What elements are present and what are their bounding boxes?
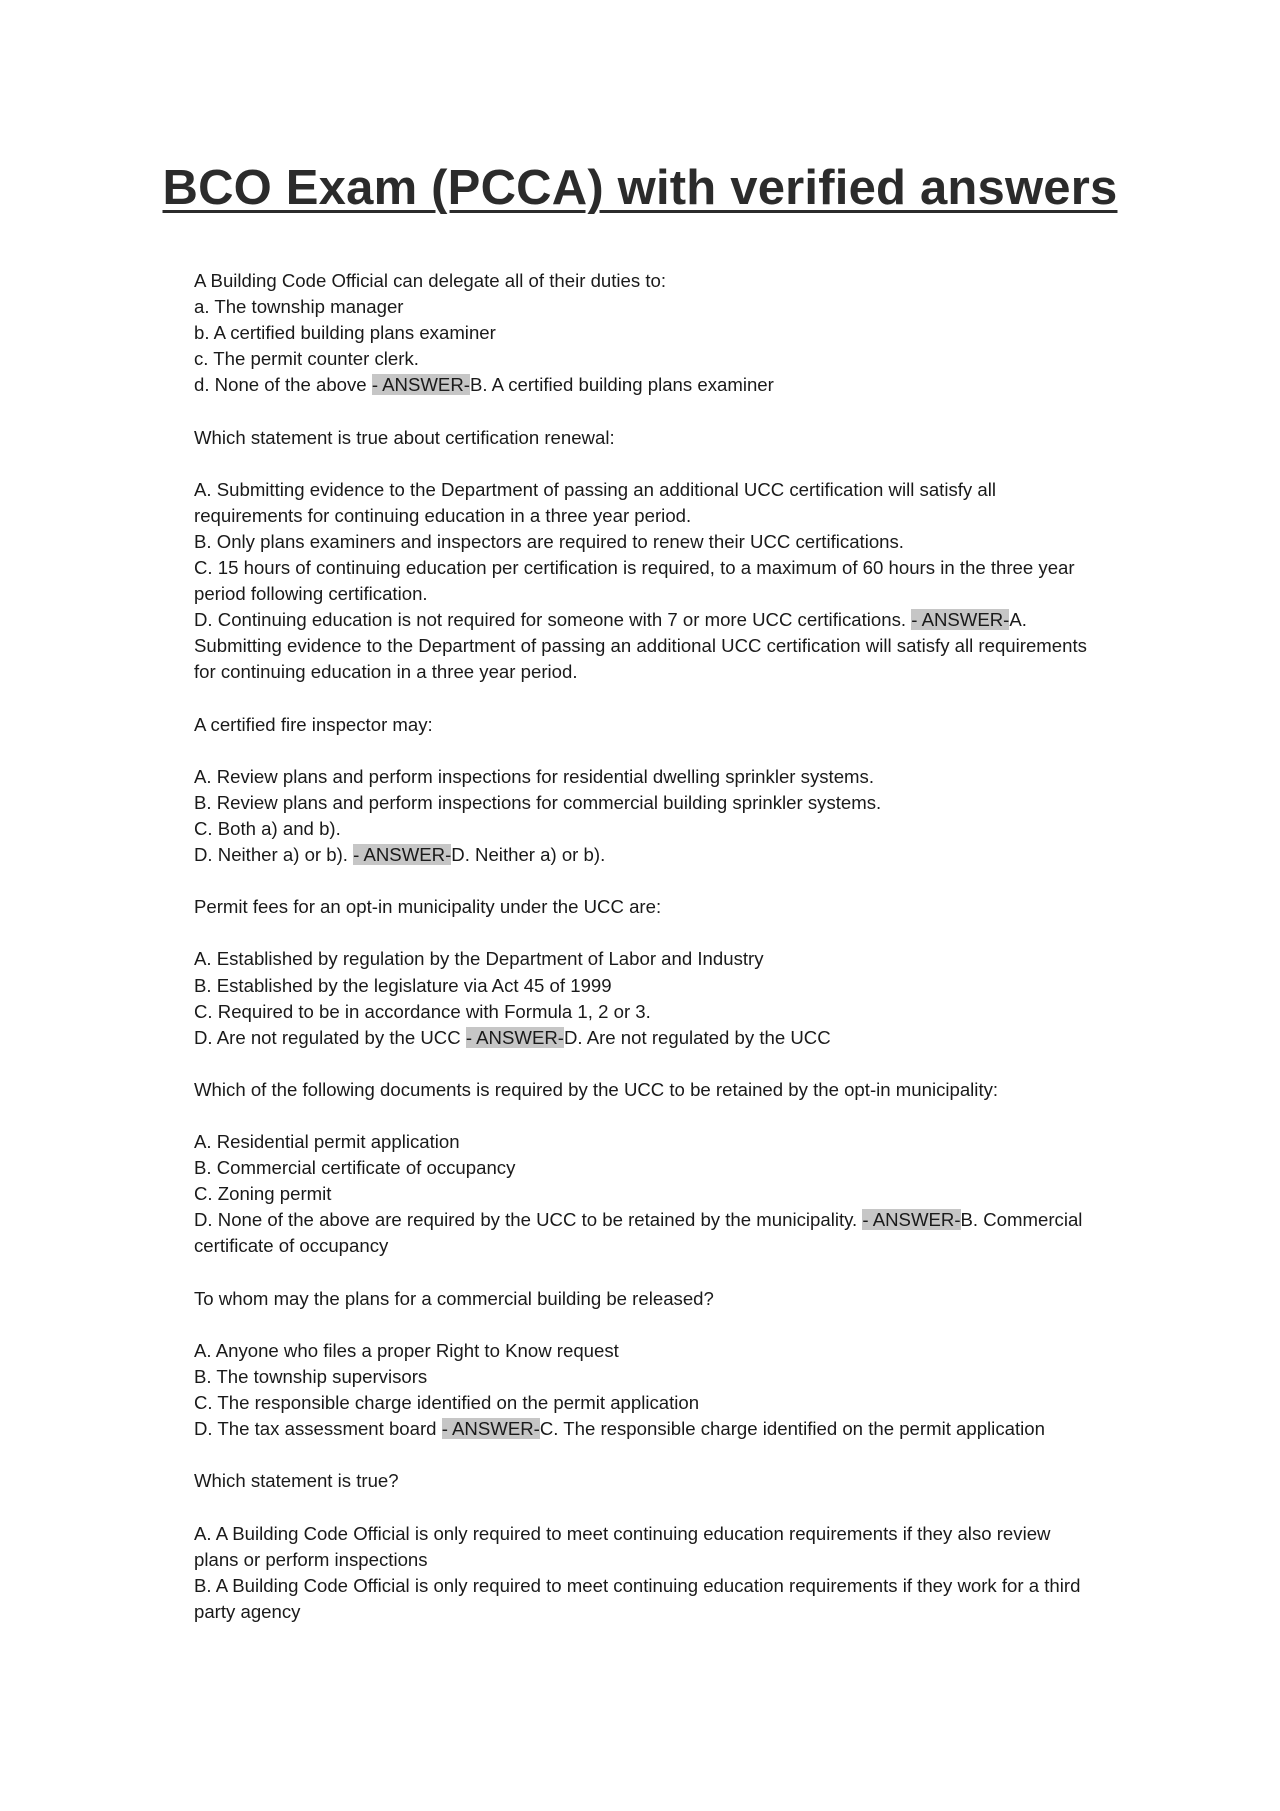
option-c: C. 15 hours of continuing education per certification is required, to a maximum of 60 hours in the three year period following certification. [194, 557, 1075, 605]
question-text: Which statement is true about certification renewal: [194, 426, 615, 448]
option-d: D. Neither a) or b). [194, 844, 354, 866]
question-block-4 [194, 894, 1094, 1051]
option-b: B. Commercial certificate of occupancy [194, 1157, 516, 1179]
question-text: To whom may the plans for a commercial building be released? [194, 1287, 714, 1309]
option-d: D. None of the above are required by the UCC to be retained by the municipality. [194, 1209, 863, 1231]
document-body [194, 268, 1094, 1625]
option-b: B. Established by the legislature via Act 45 of 1999 [194, 974, 612, 996]
answer-marker: - ANSWER- [353, 844, 452, 866]
option-a: a. The township manager [194, 296, 404, 318]
option-d: D. The tax assessment board [194, 1418, 442, 1440]
option-d-with-answer [194, 842, 1094, 868]
answer-text: D. Are not regulated by the UCC [563, 1026, 831, 1048]
answer-marker: - ANSWER- [911, 609, 1010, 631]
question-block-3 [194, 712, 1094, 869]
answer-text: B. A certified building plans examiner [469, 374, 774, 396]
option-d-with-answer [194, 1025, 1094, 1051]
question-text: Which of the following documents is required by the UCC to be retained by the opt-in municipality: [194, 1078, 999, 1100]
answer-marker: - ANSWER- [441, 1418, 540, 1440]
option-d-with-answer [194, 1207, 1094, 1259]
option-b: B. Only plans examiners and inspectors are required to renew their UCC certifications. [194, 530, 904, 552]
document-title: BCO Exam (PCCA) with verified answers [162, 161, 1118, 215]
option-c: c. The permit counter clerk. [194, 348, 419, 370]
question-text: Permit fees for an opt-in municipality under the UCC are: [194, 896, 662, 918]
option-a: A. Residential permit application [194, 1131, 460, 1153]
option-c: C. Required to be in accordance with Formula 1, 2 or 3. [194, 1000, 651, 1022]
answer-marker: - ANSWER- [862, 1209, 961, 1231]
option-b: B. A Building Code Official is only required to meet continuing education requirements if they work for a third party agency [194, 1574, 1081, 1622]
option-b: B. Review plans and perform inspections for commercial building sprinkler systems. [194, 791, 882, 813]
option-b: b. A certified building plans examiner [194, 322, 496, 344]
answer-marker: - ANSWER- [465, 1026, 564, 1048]
answer-marker: - ANSWER- [371, 374, 470, 396]
answer-text: D. Neither a) or b). [451, 844, 606, 866]
question-block-5 [194, 1077, 1094, 1260]
option-d: D. Continuing education is not required for someone with 7 or more UCC certifications. [194, 609, 912, 631]
question-text: A certified fire inspector may: [194, 713, 433, 735]
question-block-2 [194, 425, 1094, 686]
option-d-with-answer [194, 1416, 1094, 1442]
option-b: B. The township supervisors [194, 1365, 428, 1387]
option-a: A. Review plans and perform inspections for residential dwelling sprinkler systems. [194, 765, 874, 787]
question-block-1 [194, 268, 1094, 398]
option-d: D. Are not regulated by the UCC [194, 1026, 466, 1048]
question-text: Which statement is true? [194, 1470, 399, 1492]
option-a: A. Established by regulation by the Department of Labor and Industry [194, 948, 764, 970]
option-a: A. Submitting evidence to the Department of passing an additional UCC certification will satisfy all requirements for continuing education in a three year period. [194, 478, 996, 526]
question-block-6 [194, 1286, 1094, 1443]
option-c: C. Zoning permit [194, 1183, 332, 1205]
answer-text: A. Submitting evidence to the Department of passing an additional UCC certification will satisfy all requirements for continuing education in a three year period. [194, 609, 1087, 683]
option-c: C. Both a) and b). [194, 817, 341, 839]
option-a: A. Anyone who files a proper Right to Know request [194, 1339, 619, 1361]
option-d-with-answer [194, 607, 1094, 685]
question-text: A Building Code Official can delegate all of their duties to: [194, 270, 667, 291]
question-block-7 [194, 1468, 1094, 1625]
option-d-with-answer [194, 372, 1094, 398]
answer-text: B. Commercial certificate of occupancy [194, 1209, 1083, 1257]
option-c: C. The responsible charge identified on the permit application [194, 1392, 700, 1414]
option-d: d. None of the above [194, 374, 372, 396]
answer-text: C. The responsible charge identified on the permit application [539, 1418, 1045, 1440]
option-a: A. A Building Code Official is only required to meet continuing education requirements if they also review plans or perform inspections [194, 1522, 1051, 1570]
